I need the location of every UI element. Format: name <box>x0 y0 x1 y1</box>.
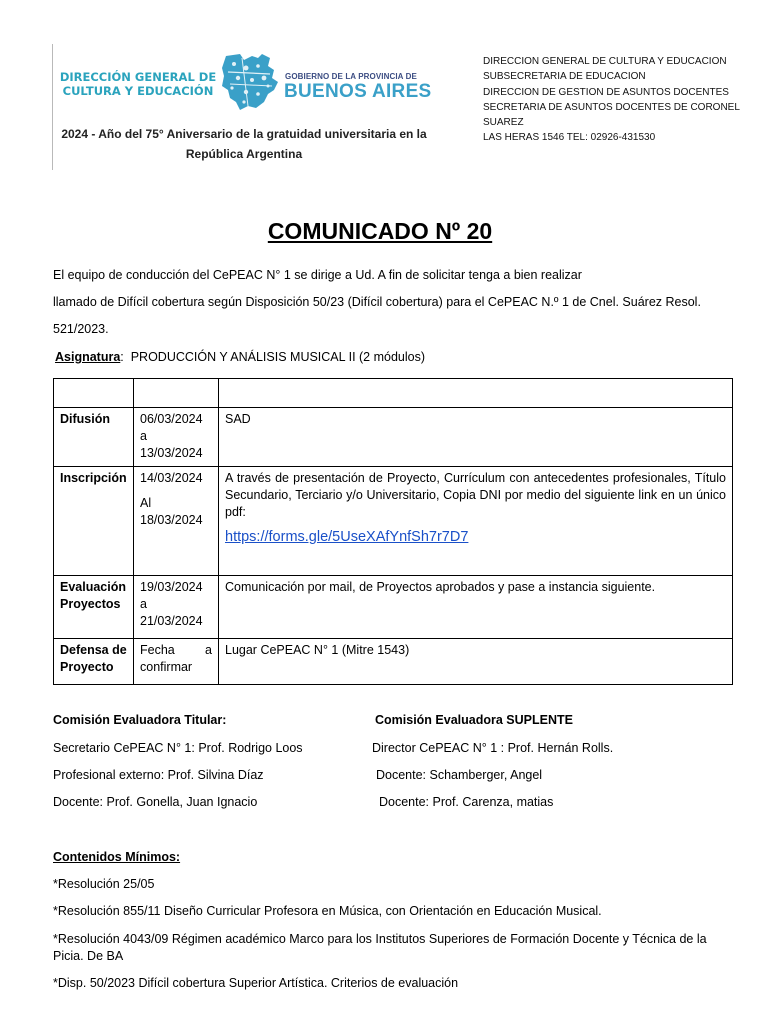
table-row <box>54 639 733 685</box>
date-cell <box>134 639 219 685</box>
subject-line: Asignatura: PRODUCCIÓN Y ANÁLISIS MUSICAL II (2 módulos) <box>55 350 426 364</box>
province-map-icon <box>218 50 282 112</box>
date-cell <box>134 408 219 467</box>
date-word: confirmar <box>140 660 193 674</box>
row-label: Evaluación Proyectos <box>54 576 134 639</box>
table-row <box>54 379 733 408</box>
table-row <box>54 408 733 467</box>
date-cell <box>134 576 219 639</box>
table-cell <box>54 379 134 408</box>
org-logo-line2: CULTURA Y EDUCACIÓN <box>62 84 214 98</box>
contenido-item: *Resolución 25/05 <box>53 877 155 891</box>
date-to: 13/03/2024 <box>140 446 203 460</box>
intro-line: llamado de Difícil cobertura según Disposición 50/23 (Difícil cobertura) para el CePEAC N.º 1 de Cnel. Suárez Resol. <box>53 295 701 309</box>
table-row <box>54 467 733 576</box>
detail-text: A través de presentación de Proyecto, Currículum con antecedentes profesionales, Título Secundario, Terciario y/o Universitario, Copia DNI por medio del siguiente link en un único pdf: <box>225 471 726 519</box>
date-from: 19/03/2024 <box>140 580 203 594</box>
titular-member: Profesional externo: Prof. Silvina Díaz <box>53 768 264 782</box>
suplente-heading: Comisión Evaluadora SUPLENTE <box>375 713 573 727</box>
date-sep: a <box>140 597 147 611</box>
contenidos-heading: Contenidos Mínimos: <box>53 850 181 864</box>
date-word: a <box>205 643 212 657</box>
detail-cell: SAD <box>219 408 733 467</box>
intro-line: El equipo de conducción del CePEAC N° 1 se dirige a Ud. A fin de solicitar tenga a bien realizar <box>53 268 582 282</box>
address-line: SUAREZ <box>483 117 524 129</box>
address-line: SECRETARIA DE ASUNTOS DOCENTES DE CORONEL <box>483 101 740 113</box>
date-word: Fecha <box>140 643 175 657</box>
address-line: SUBSECRETARIA DE EDUCACION <box>483 71 646 83</box>
row-label: Defensa de Proyecto <box>54 639 134 685</box>
contenido-item: *Resolución 4043/09 Régimen académico Marco para los Institutos Superiores de Formación Docente y Técnica de la <box>53 932 707 946</box>
header-divider <box>52 44 53 170</box>
titular-member: Secretario CePEAC N° 1: Prof. Rodrigo Loos <box>53 741 303 755</box>
suplente-member: Docente: Schamberger, Angel <box>376 768 543 782</box>
gov-logo-line1: GOBIERNO DE LA PROVINCIA DE <box>285 72 417 81</box>
table-row <box>54 576 733 639</box>
intro-line: 521/2023. <box>53 322 109 336</box>
table-cell <box>219 379 733 408</box>
subject-label: Asignatura <box>55 350 121 364</box>
contenido-item: *Disp. 50/2023 Difícil cobertura Superior Artística. Criterios de evaluación <box>53 976 459 990</box>
gov-logo-line2: BUENOS AIRES <box>284 81 432 102</box>
detail-cell <box>219 467 733 576</box>
date-to: 18/03/2024 <box>140 513 203 527</box>
date-from: 06/03/2024 <box>140 412 203 426</box>
address-line: DIRECCION GENERAL DE CULTURA Y EDUCACION <box>483 56 727 67</box>
date-to: 21/03/2024 <box>140 614 203 628</box>
detail-cell: Comunicación por mail, de Proyectos aprobados y pase a instancia siguiente. <box>219 576 733 639</box>
org-logo-text <box>58 70 218 98</box>
date-sep: a <box>140 429 147 443</box>
date-cell <box>134 467 219 576</box>
table-cell <box>134 379 219 408</box>
row-label: Inscripción <box>54 467 134 576</box>
subject-value: PRODUCCIÓN Y ANÁLISIS MUSICAL II (2 módulos) <box>130 350 426 364</box>
suplente-member: Docente: Prof. Carenza, matias <box>379 795 554 809</box>
contenido-item: Picia. De BA <box>53 949 124 963</box>
contenido-item: *Resolución 855/11 Diseño Curricular Profesora en Música, con Orientación en Educación Musical. <box>53 904 602 918</box>
row-label: Difusión <box>54 408 134 467</box>
address-line: DIRECCION DE GESTION DE ASUNTOS DOCENTES <box>483 86 729 98</box>
schedule-table <box>53 378 733 685</box>
date-from: 14/03/2024 <box>140 471 203 485</box>
date-line <box>140 642 212 659</box>
detail-cell: Lugar CePEAC N° 1 (Mitre 1543) <box>219 639 733 685</box>
date-sep: Al <box>140 496 152 510</box>
org-logo-line1: DIRECCIÓN GENERAL DE <box>59 70 217 84</box>
address-block <box>483 54 740 146</box>
titular-member: Docente: Prof. Gonella, Juan Ignacio <box>53 795 258 809</box>
document-title: COMUNICADO Nº 20 <box>267 218 493 244</box>
address-line: LAS HERAS 1546 TEL: 02926-431530 <box>483 132 656 144</box>
form-link[interactable]: https://forms.gle/5UseXAfYnfSh7r7D7 <box>225 529 469 545</box>
suplente-member: Director CePEAC N° 1 : Prof. Hernán Rolls. <box>372 741 614 755</box>
year-motto: 2024 - Año del 75° Aniversario de la gratuidad universitaria en la República Argentina <box>61 127 427 161</box>
titular-heading: Comisión Evaluadora Titular: <box>53 713 227 727</box>
